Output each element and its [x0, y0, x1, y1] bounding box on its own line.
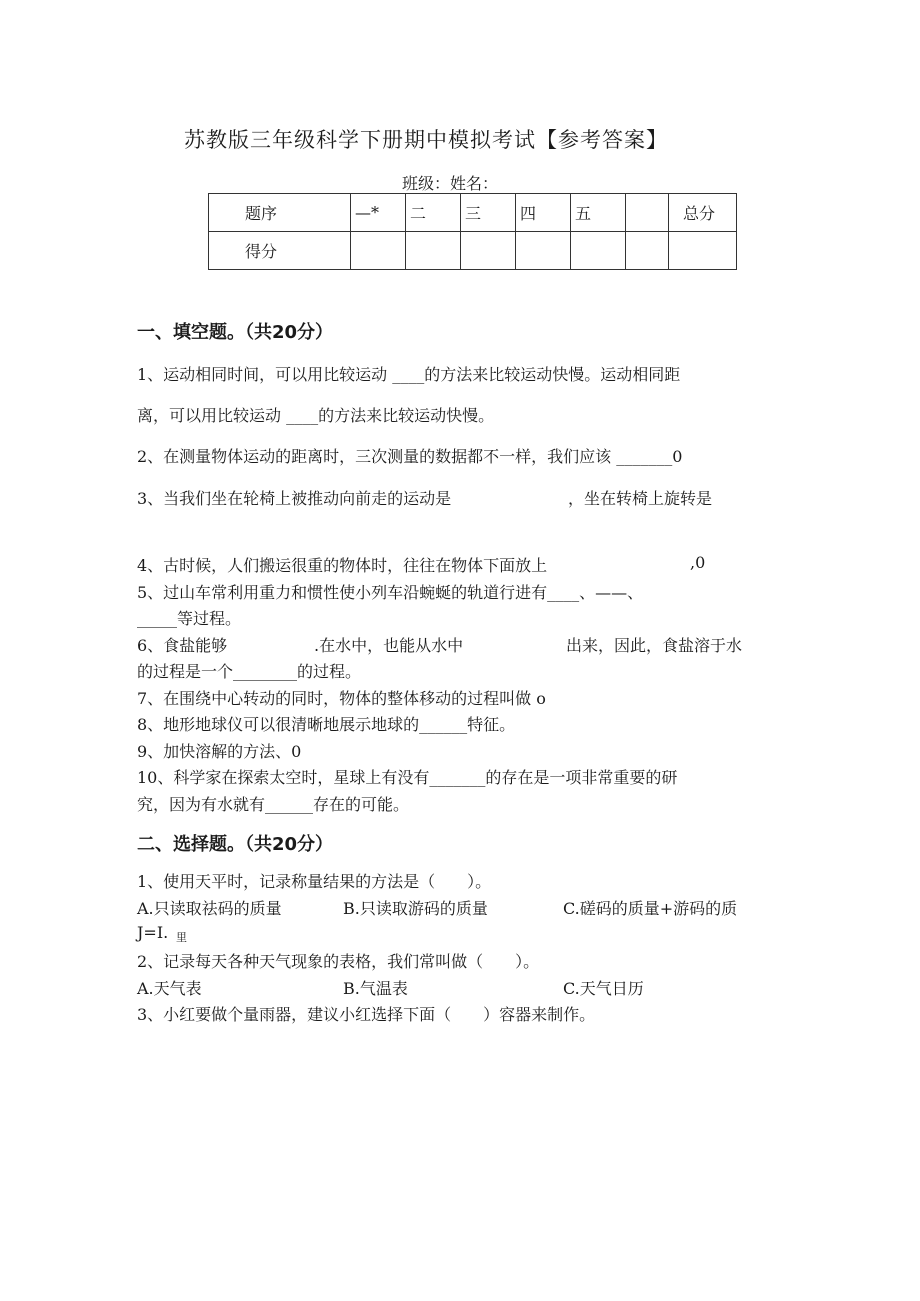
question-text: 1、使用天平时，记录称量结果的方法是（ ）。: [137, 872, 492, 891]
option-c-cont: J=I.: [137, 923, 169, 942]
question-text: 2、在测量物体运动的距离时，三次测量的数据都不一样，我们应该 _______0: [137, 447, 683, 466]
section-heading: 一、填空题。（共20分）: [137, 322, 334, 343]
question-text: 离，可以用比较运动 ____的方法来比较运动快慢。: [137, 406, 495, 425]
option-c: C.天气日历: [563, 979, 644, 998]
table-row: [209, 194, 737, 232]
question-text: 10、科学家在探索太空时，星球上有没有_______的存在是一项非常重要的研: [137, 768, 678, 787]
question-text: 出来，因此，食盐溶于水: [566, 636, 743, 655]
question-text: 9、加快溶解的方法、0: [137, 742, 302, 761]
question-text: 6、食盐能够: [137, 636, 228, 655]
question-text: 3、小红要做个量雨器，建议小红选择下面（ ）容器来制作。: [137, 1005, 596, 1024]
question-text: ，坐在转椅上旋转是: [568, 489, 713, 508]
table-cell: [626, 194, 669, 232]
score-table: [208, 193, 737, 270]
table-cell: 三: [461, 194, 516, 232]
table-cell: [516, 232, 571, 270]
table-cell: 题序: [209, 194, 351, 232]
option-a: A.天气表: [137, 979, 202, 998]
question-text: ,0: [690, 553, 706, 572]
table-cell: [351, 232, 406, 270]
table-cell: 二: [406, 194, 461, 232]
question-text: 4、古时候，人们搬运很重的物体时，往往在物体下面放上: [137, 556, 548, 575]
question-text: _____等过程。: [137, 609, 242, 628]
option-b: B.气温表: [343, 979, 408, 998]
class-name-line: 班级：姓名：: [402, 174, 499, 193]
question-text: .在水中，也能从水中: [314, 636, 464, 655]
table-cell: 得分: [209, 232, 351, 270]
table-cell: [669, 232, 737, 270]
question-text: 1、运动相同时间，可以用比较运动 ____的方法来比较运动快慢。运动相同距: [137, 365, 681, 384]
table-cell: 总分: [669, 194, 737, 232]
option-b: B.只读取游码的质量: [343, 899, 488, 918]
table-cell: —*: [351, 194, 406, 232]
table-cell: [406, 232, 461, 270]
question-text: 8、地形地球仪可以很清晰地展示地球的______特征。: [137, 715, 516, 734]
option-c-cont: 里: [176, 931, 187, 944]
table-cell: [626, 232, 669, 270]
question-text: 的过程是一个________的过程。: [137, 662, 362, 681]
option-a: A.只读取祛码的质量: [137, 899, 282, 918]
table-row: [209, 232, 737, 270]
question-text: 究，因为有水就有______存在的可能。: [137, 795, 410, 814]
page-title: 苏教版三年级科学下册期中模拟考试【参考答案】: [184, 128, 668, 152]
table-cell: [461, 232, 516, 270]
question-text: 2、记录每天各种天气现象的表格，我们常叫做（ ）。: [137, 952, 540, 971]
table-cell: [571, 232, 626, 270]
table-cell: 五: [571, 194, 626, 232]
table-cell: 四: [516, 194, 571, 232]
question-text: 3、当我们坐在轮椅上被推动向前走的运动是: [137, 489, 452, 508]
question-text: 5、过山车常利用重力和惯性使小列车沿蜿蜒的轨道行进有____、——、: [137, 583, 644, 602]
section-heading: 二、选择题。（共20分）: [137, 834, 334, 855]
option-c: C.磋码的质量+游码的质: [563, 899, 738, 918]
question-text: 7、在围绕中心转动的同时，物体的整体移动的过程叫做 o: [137, 689, 546, 708]
